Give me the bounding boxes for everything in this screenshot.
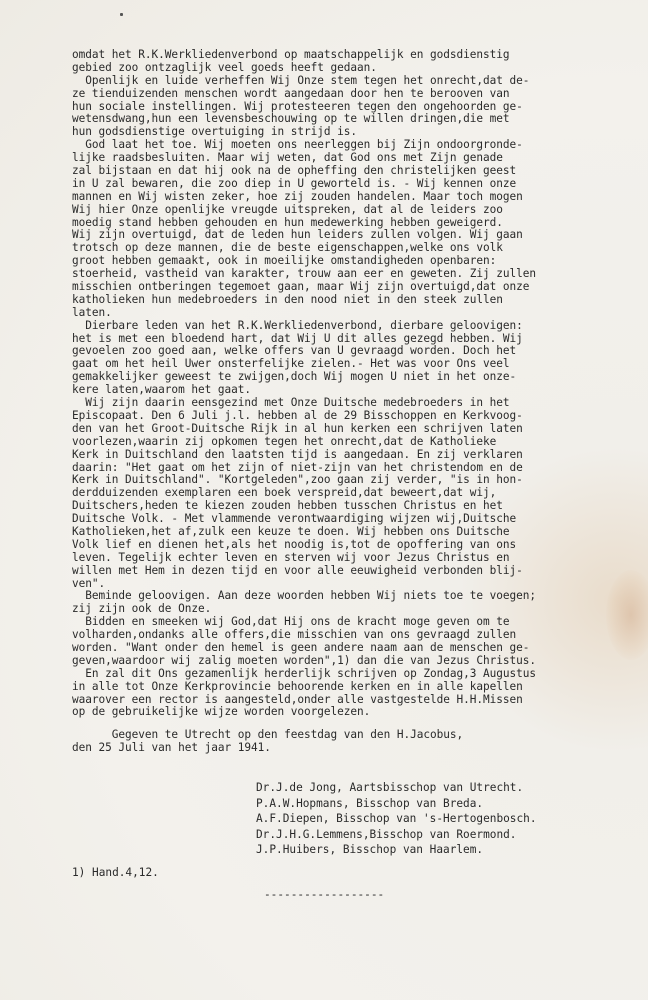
body-line: gebied zoo ontzaglijk veel goeds heeft gedaan. bbox=[72, 60, 377, 74]
body-line: den van het Groot-Duitsche Rijk in al hun kerken een schrijven laten bbox=[72, 421, 523, 435]
body-line: hun sociale instellingen. Wij protesteeren tegen den ongehoorden ge- bbox=[72, 99, 523, 113]
signature-line: P.A.W.Hopmans, Bisschop van Breda. bbox=[256, 796, 484, 810]
closing-line: den 25 Juli van het jaar 1941. bbox=[72, 741, 271, 755]
body-line: wetensdwang,hun een levensbeschouwing op te willen dringen,die met bbox=[72, 112, 510, 126]
body-line: lijke raadsbesluiten. Maar wij weten, dat God ons met Zijn genade bbox=[72, 151, 503, 165]
signature-line: Dr.J.de Jong, Aartsbisschop van Utrecht. bbox=[256, 781, 524, 794]
body-line: Wij hier Onze openlijke vreugde uitspreken, dat al de leiders zoo bbox=[72, 202, 503, 216]
footnote: 1) Hand.4,12. bbox=[72, 866, 159, 879]
body-line: Duitsche Volk. - Met vlammende verontwaardiging wijzen wij,Duitsche bbox=[72, 512, 517, 526]
body-line: Volk lief en dienen het,als het noodig is,tot de opoffering van ons bbox=[72, 537, 517, 551]
signature-line: J.P.Huibers, Bisschop van Haarlem. bbox=[256, 843, 484, 857]
body-line: Bidden en smeeken wij God,dat Hij ons de kracht moge geven om te bbox=[72, 615, 510, 629]
body-line: laten. bbox=[72, 305, 112, 319]
body-line: leven. Tegelijk echter leven en sterven wij voor Jezus Christus en bbox=[72, 550, 510, 564]
body-line: trotsch op deze mannen, die de beste eigenschappen,welke ons volk bbox=[72, 241, 503, 255]
body-line: hun godsdienstige overtuiging in strijd is. bbox=[72, 125, 358, 139]
body-line: ze tienduizenden menschen wordt aangedaan door hen te berooven van bbox=[72, 86, 510, 100]
body-line: mannen en Wij wisten zeker, hoe zij zouden handelen. Maar toch mogen bbox=[72, 189, 523, 203]
body-line: zal bijstaan en dat hij ook na de opheffing den christelijken geest bbox=[72, 164, 517, 178]
body-line: omdat het R.K.Werkliedenverbond op maatschappelijk en godsdienstig bbox=[72, 48, 510, 61]
body-line: gevoelen zoo goed aan, welke offers van U gevraagd worden. Doch het bbox=[72, 344, 517, 358]
body-line: Wij zijn daarin eensgezind met Onze Duitsche medebroeders in het bbox=[72, 396, 510, 410]
body-line: daarin: "Het gaat om het zijn of niet-zijn van het christendom en de bbox=[72, 460, 523, 474]
body-line: gemakkelijker geweest te zwijgen,doch Wij mogen U niet in het onze- bbox=[72, 370, 517, 384]
signature-block bbox=[256, 780, 537, 858]
closing-line: Gegeven te Utrecht op den feestdag van den H.Jacobus, bbox=[72, 728, 464, 742]
signature-line: A.F.Diepen, Bisschop van 's-Hertogenbosch. bbox=[256, 812, 537, 826]
body-line: kere laten,waarom het gaat. bbox=[72, 383, 251, 397]
body-line: in alle tot Onze Kerkprovincie behoorende kerken en in alle kapellen bbox=[72, 679, 523, 693]
body-line: Openlijk en luide verheffen Wij Onze stem tegen het onrecht,dat de- bbox=[72, 73, 530, 87]
body-line: Kerk in Duitschland den laatsten tijd is aangedaan. En zij verklaren bbox=[72, 447, 523, 461]
body-line: misschien ontberingen tegemoet gaan, maar Wij zijn overtuigd,dat onze bbox=[72, 280, 530, 294]
body-line: Wij zijn overtuigd, dat de leden hun leiders zullen volgen. Wij gaan bbox=[72, 228, 523, 242]
body-line: katholieken hun medebroeders in den nood niet in den steek zullen bbox=[72, 292, 503, 306]
body-line: het is met een bloedend hart, dat Wij U dit alles gezegd hebben. Wij bbox=[72, 331, 523, 345]
body-line: gaat om het heil Uwer onsterfelijke zielen.- Het was voor Ons veel bbox=[72, 357, 510, 371]
body-line: voorlezen,waarin zij opkomen tegen het onrecht,dat de Katholieke bbox=[72, 434, 497, 448]
body-line: waarover een rector is aangesteld,onder alle vastgestelde H.H.Missen bbox=[72, 692, 523, 706]
body-line: God laat het toe. Wij moeten ons neerleggen bij Zijn ondoorgronde- bbox=[72, 138, 523, 152]
separator-line: ------------------ bbox=[264, 888, 385, 901]
body-line: En zal dit Ons gezamenlijk herderlijk schrijven op Zondag,3 Augustus bbox=[72, 666, 537, 680]
body-line: Katholieken,het af,zulk een keuze te doen. Wij hebben ons Duitsche bbox=[72, 524, 510, 538]
body-line: Kerk in Duitschland". "Kortgeleden",zoo gaan zij verder, "is in hon- bbox=[72, 473, 523, 487]
body-line: derdduizenden exemplaren een boek verspreid,dat beweert,dat wij, bbox=[72, 486, 497, 500]
body-line: op de gebruikelijke wijze worden voorgelezen. bbox=[72, 705, 371, 719]
body-line: willen met Hem in dezen tijd en voor alle eeuwigheid verbonden blij- bbox=[72, 563, 523, 577]
body-line: volharden,ondanks alle offers,die misschien van ons gevraagd zullen bbox=[72, 628, 517, 642]
body-line: Episcopaat. Den 6 Juli j.l. hebben al de 29 Bisschoppen en Kerkvoog- bbox=[72, 408, 523, 422]
body-line: Dierbare leden van het R.K.Werkliedenverbond, dierbare geloovigen: bbox=[72, 318, 523, 332]
paper-speck bbox=[120, 13, 123, 16]
body-line: Duitschers,heden te kiezen zouden hebben tusschen Christus en het bbox=[72, 499, 503, 513]
body-line: in U zal bewaren, die zoo diep in U geworteld is. - Wij kennen onze bbox=[72, 176, 517, 190]
letter-body bbox=[72, 49, 632, 755]
signature-line: Dr.J.H.G.Lemmens,Bisschop van Roermond. bbox=[256, 827, 517, 841]
body-line: worden. "Want onder den hemel is geen andere naam aan de menschen ge- bbox=[72, 640, 530, 654]
body-line: moedig stand hebben gehouden en hun medewerking hebben geweigerd. bbox=[72, 215, 503, 229]
body-line: geven,waardoor wij zalig moeten worden",1) dan die van Jezus Christus. bbox=[72, 653, 537, 667]
body-line: zij zijn ook de Onze. bbox=[72, 602, 212, 616]
body-line: stoerheid, vastheid van karakter, trouw aan eer en geweten. Zij zullen bbox=[72, 267, 537, 281]
body-line: ven". bbox=[72, 576, 106, 590]
body-line: groot hebben gemaakt, ook in moeilijke omstandigheden openbaren: bbox=[72, 254, 497, 268]
body-line: Beminde geloovigen. Aan deze woorden hebben Wij niets toe te voegen; bbox=[72, 589, 537, 603]
